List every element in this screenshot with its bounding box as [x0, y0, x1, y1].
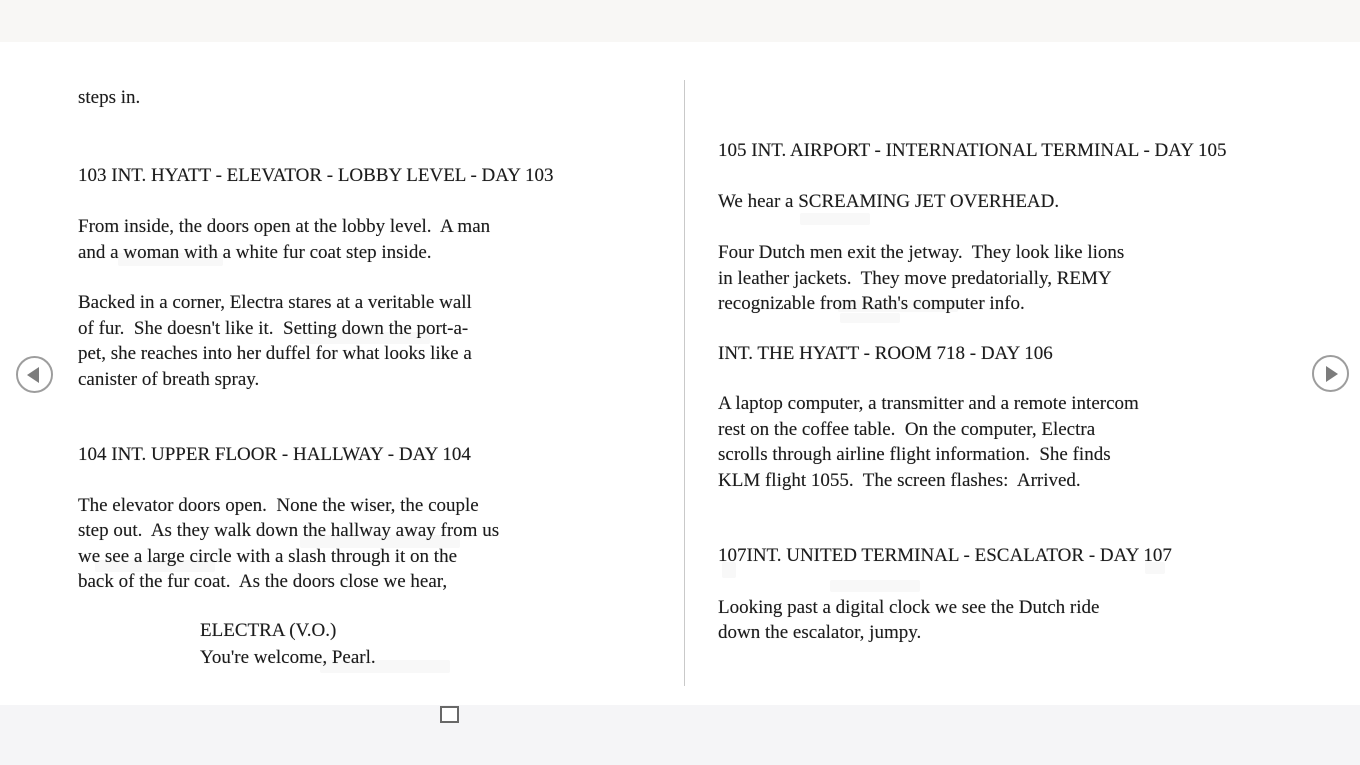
- scene-heading: [78, 163, 663, 189]
- action-line: step out. As they walk down the hallway away from us: [78, 520, 500, 541]
- action-line: in leather jackets. They move predatorially, REMY: [718, 267, 1112, 289]
- action-line: and a woman with a white fur coat step inside.: [78, 241, 432, 263]
- action-block: [718, 189, 1303, 215]
- dialogue-block: [78, 617, 663, 671]
- action-line: A laptop computer, a transmitter and a remote intercom: [718, 393, 1139, 414]
- scene-heading: [78, 442, 663, 468]
- action-block: [78, 214, 663, 265]
- action-line: back of the fur coat. As the doors close we hear,: [78, 571, 448, 592]
- left-triangle-icon: [27, 367, 39, 383]
- scene-heading: [718, 543, 1303, 569]
- page-gutter-divider: [684, 80, 685, 686]
- action-line: We hear a SCREAMING JET OVERHEAD.: [718, 190, 1060, 212]
- action-line: canister of breath spray.: [78, 368, 260, 390]
- page-marker-box: [440, 706, 459, 723]
- scene-heading-line: INT. THE HYATT - ROOM 718 - DAY 106: [718, 342, 1053, 364]
- action-line: recognizable from Rath's computer info.: [718, 293, 1025, 314]
- action-line: The elevator doors open. None the wiser, the couple: [78, 494, 479, 516]
- action-line: Looking past a digital clock we see the Dutch ride: [718, 596, 1100, 618]
- right-triangle-icon: [1326, 366, 1338, 382]
- action-line: Four Dutch men exit the jetway. They look like lions: [718, 242, 1125, 263]
- action-line: steps in.: [78, 87, 141, 108]
- scene-heading-line: 107INT. UNITED TERMINAL - ESCALATOR - DAY 107: [718, 545, 1172, 566]
- left-page-column: [78, 85, 663, 671]
- action-block: [78, 493, 663, 595]
- prev-page-button[interactable]: [16, 356, 53, 393]
- action-line: Backed in a corner, Electra stares at a veritable wall: [78, 292, 472, 313]
- scene-heading-line: 105 INT. AIRPORT - INTERNATIONAL TERMINAL - DAY 105: [718, 140, 1227, 161]
- scene-heading: [718, 341, 1303, 367]
- action-line: From inside, the doors open at the lobby level. A man: [78, 216, 491, 237]
- next-page-button[interactable]: [1312, 355, 1349, 392]
- dialogue-character: ELECTRA (V.O.): [200, 619, 337, 641]
- action-block: [718, 391, 1303, 493]
- scene-heading-line: 103 INT. HYATT - ELEVATOR - LOBBY LEVEL - DAY 103: [78, 164, 554, 186]
- right-page-column: [718, 138, 1303, 646]
- scene-heading: [718, 138, 1303, 164]
- action-line: pet, she reaches into her duffel for what looks like a: [78, 343, 472, 364]
- action-block: [78, 290, 663, 392]
- action-block: [78, 85, 663, 111]
- action-line: we see a large circle with a slash through it on the: [78, 545, 457, 567]
- action-line: of fur. She doesn't like it. Setting down the port-a-: [78, 317, 469, 339]
- action-line: rest on the coffee table. On the computer, Electra: [718, 418, 1096, 440]
- scene-heading-line: 104 INT. UPPER FLOOR - HALLWAY - DAY 104: [78, 444, 471, 465]
- action-block: [718, 240, 1303, 317]
- reader-bottom-band: [0, 705, 1360, 765]
- action-block: [718, 595, 1303, 646]
- reader-top-band: [0, 0, 1360, 42]
- dialogue-line: You're welcome, Pearl.: [200, 646, 376, 668]
- action-line: KLM flight 1055. The screen flashes: Arrived.: [718, 469, 1081, 491]
- action-line: scrolls through airline flight information. She finds: [718, 444, 1111, 465]
- action-line: down the escalator, jumpy.: [718, 622, 922, 643]
